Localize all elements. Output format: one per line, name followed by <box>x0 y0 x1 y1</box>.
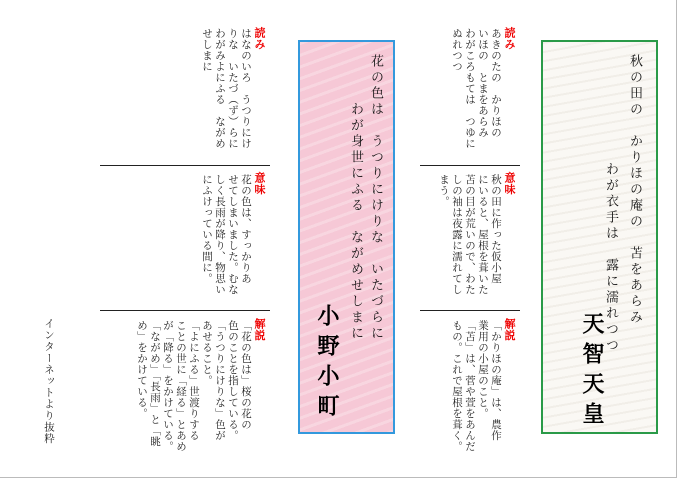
yomi-heading: 読み <box>253 27 266 50</box>
imi-text: 秋の田に作った仮小屋 にいると、屋根を葺いた 苫の目が荒いので、わた しの袖は夜露に濡れてし まう。 <box>438 174 502 295</box>
poem-card-2 <box>298 40 395 434</box>
kaisetsu-heading: 解説 <box>253 318 266 341</box>
imi-heading: 意味 <box>503 172 516 195</box>
kaisetsu-text: 「花の色は」桜の花の 色のことを指している。 「うつりにけりな」色が あせること。 「よにふる」世渡りする ことの世に「経る」とあめ が「降る」をかけている。 「ながめ」「長雨」と「眺 め」をかけている。 <box>136 320 252 452</box>
poem-line-2: わが身世にふる ながめせしまに <box>348 102 363 342</box>
poem-author: 小野小町 <box>314 304 340 424</box>
yomi-heading: 読み <box>503 27 516 50</box>
poem-line-1: 秋の田の かりほの庵の 苫をあらみ <box>627 54 642 326</box>
source-credit: インターネットより抜粋 <box>43 318 55 445</box>
divider-rule <box>100 310 270 311</box>
kaisetsu-heading: 解説 <box>503 318 516 341</box>
kaisetsu-text: 「かりほの庵」は、農作 業用の小屋のこと。 「苫」は、菅や萱をあんだ もの。これで屋根を葺く。 <box>451 320 502 452</box>
yomi-text: はなのいろ うつりにけ りな いたづ（ず）らに わがみよにふる ながめ せしまに <box>201 28 252 149</box>
imi-heading: 意味 <box>253 172 266 195</box>
divider-rule <box>420 165 520 166</box>
divider-rule <box>420 310 520 311</box>
imi-text: 花の色は、すっかりあ せてしまいました。むな しく長雨が降り、物思い にふけっている間に。 <box>201 174 252 295</box>
poem-card-1 <box>541 40 658 434</box>
poem-author: 天智天皇 <box>579 312 605 432</box>
poem-line-1: 花の色は うつりにけりな いたづらに <box>368 54 383 342</box>
divider-rule <box>100 165 270 166</box>
yomi-text: あきのたの かりほの いほの とまをあらみ わがころもては つゆに ぬれつつ <box>451 28 502 149</box>
poem-line-2: わが衣手は 露に濡れつつ <box>603 162 618 354</box>
